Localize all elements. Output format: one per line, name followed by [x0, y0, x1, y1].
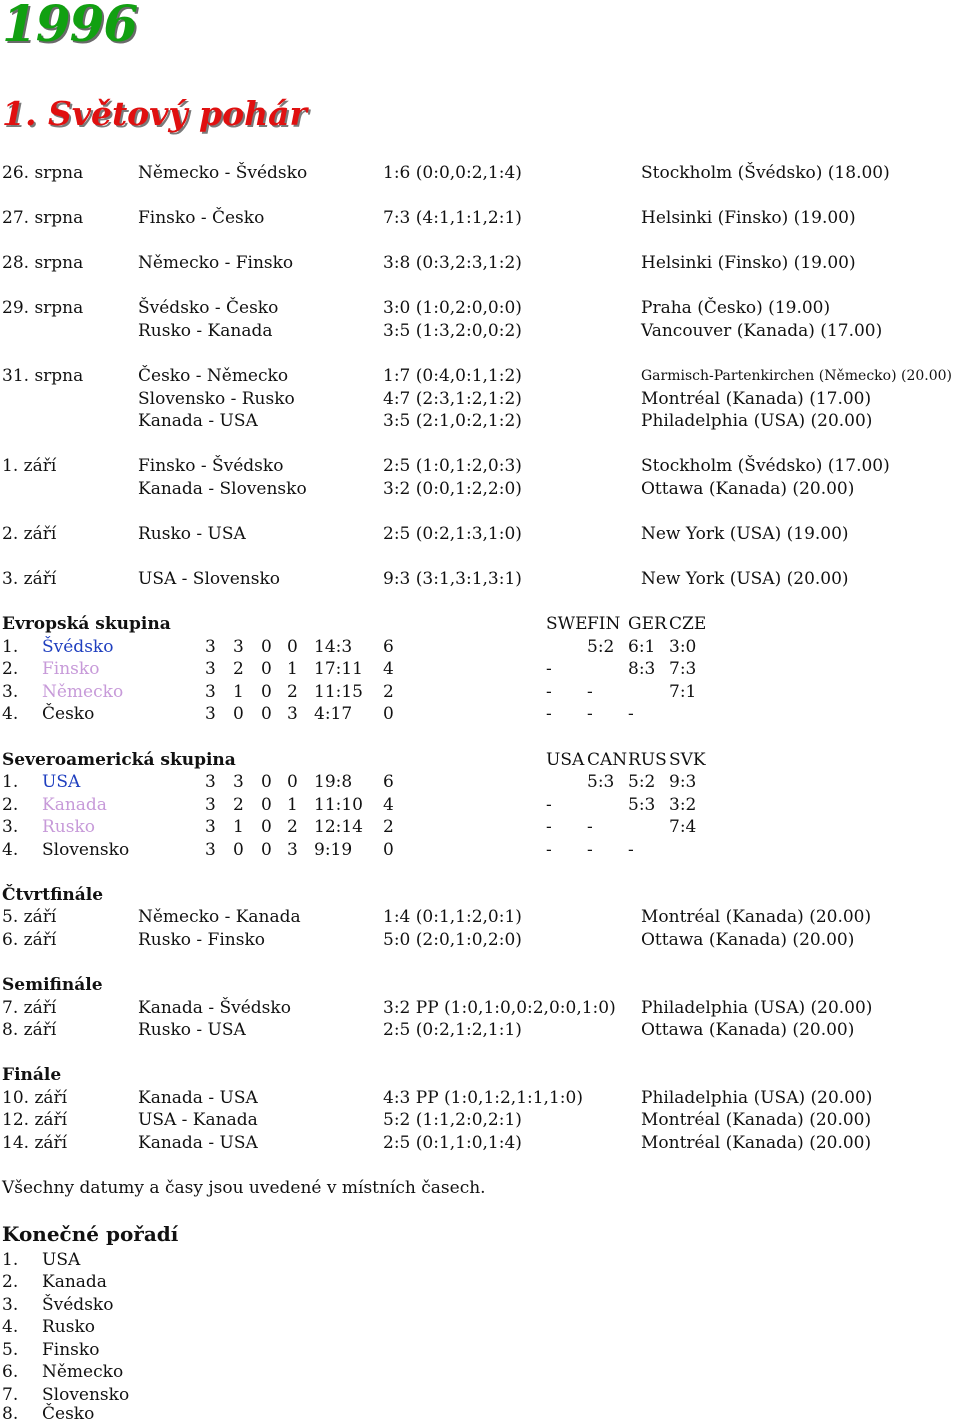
team-name: Švédsko: [42, 1295, 114, 1315]
final-standings-item: [0, 1316, 960, 1338]
team-link[interactable]: Rusko: [42, 817, 96, 837]
schedule-row: [0, 388, 960, 410]
wins: 3: [233, 772, 244, 792]
head-to-head: -: [587, 817, 593, 837]
team-name: USA: [42, 1250, 81, 1270]
schedule-row: [0, 252, 960, 274]
game-venue: Montréal (Kanada) (17.00): [641, 389, 872, 409]
game-venue: Philadelphia (USA) (20.00): [641, 1088, 873, 1108]
game-score: 3:0 (1:0,2:0,0:0): [383, 298, 522, 318]
game-match: USA - Kanada: [138, 1110, 258, 1130]
game-score: 2:5 (0:2,1:2,1:1): [383, 1020, 522, 1040]
schedule-row: [0, 162, 960, 184]
game-score: 2:5 (0:2,1:3,1:0): [383, 524, 522, 544]
game-score: 2:5 (0:1,1:0,1:4): [383, 1133, 522, 1153]
game-score: 3:2 PP (1:0,1:0,0:2,0:0,1:0): [383, 998, 616, 1018]
game-score: 1:7 (0:4,0:1,1:2): [383, 366, 522, 386]
game-venue: Stockholm (Švédsko) (18.00): [641, 163, 890, 183]
game-date: 29. srpna: [2, 298, 84, 318]
column-header: SVK: [669, 750, 706, 770]
local-time-note: Všechny datumy a časy jsou uvedené v místních časech.: [2, 1178, 486, 1198]
schedule-row: [0, 455, 960, 477]
schedule-row: [0, 478, 960, 500]
head-to-head: 5:2: [628, 772, 656, 792]
standings-row: [0, 636, 960, 658]
team-link[interactable]: Kanada: [42, 795, 107, 815]
game-score: 2:5 (1:0,1:2,0:3): [383, 456, 522, 476]
game-venue: Montréal (Kanada) (20.00): [641, 1110, 872, 1130]
wins: 2: [233, 795, 244, 815]
game-score: 1:6 (0:0,0:2,1:4): [383, 163, 522, 183]
schedule-row: [0, 1132, 960, 1154]
game-score: 3:2 (0:0,1:2,2:0): [383, 479, 522, 499]
team-link[interactable]: Švédsko: [42, 637, 114, 657]
game-match: Kanada - USA: [138, 1088, 258, 1108]
head-to-head: -: [587, 704, 593, 724]
game-date: 2. září: [2, 524, 57, 544]
schedule-row: [0, 929, 960, 951]
points: 0: [383, 704, 394, 724]
head-to-head: -: [546, 840, 552, 860]
column-header: SWE: [546, 614, 588, 634]
head-to-head: -: [546, 704, 552, 724]
losses: 1: [287, 795, 298, 815]
game-score: 3:8 (0:3,2:3,1:2): [383, 253, 522, 273]
standings-position: 4.: [2, 704, 19, 724]
game-date: 12. září: [2, 1110, 68, 1130]
game-match: Rusko - USA: [138, 524, 246, 544]
game-match: Kanada - USA: [138, 1133, 258, 1153]
wins: 2: [233, 659, 244, 679]
goals: 11:15: [314, 682, 363, 702]
wins: 1: [233, 682, 244, 702]
head-to-head: -: [587, 840, 593, 860]
game-match: Kanada - USA: [138, 411, 258, 431]
game-venue: Garmisch-Partenkirchen (Německo) (20.00): [641, 368, 952, 384]
goals: 19:8: [314, 772, 353, 792]
final-standings-title: Konečné pořadí: [2, 1222, 179, 1246]
game-match: USA - Slovensko: [138, 569, 280, 589]
game-venue: Montréal (Kanada) (20.00): [641, 1133, 872, 1153]
schedule-row: [0, 297, 960, 319]
game-match: Německo - Finsko: [138, 253, 294, 273]
schedule-row: [0, 906, 960, 928]
standings-position: 4.: [2, 840, 19, 860]
column-header: FIN: [587, 614, 621, 634]
final-standings-item: [0, 1361, 960, 1383]
standings-row: [0, 839, 960, 861]
game-date: 26. srpna: [2, 163, 84, 183]
game-score: 1:4 (0:1,1:2,0:1): [383, 907, 522, 927]
points: 0: [383, 840, 394, 860]
game-score: 5:2 (1:1,2:0,2:1): [383, 1110, 522, 1130]
schedule-row: [0, 997, 960, 1019]
standings-position: 1.: [2, 772, 19, 792]
goals: 11:10: [314, 795, 363, 815]
game-venue: Ottawa (Kanada) (20.00): [641, 479, 855, 499]
north-american-group-title: Severoamerická skupina: [2, 750, 236, 770]
game-match: Kanada - Slovensko: [138, 479, 307, 499]
head-to-head: 6:1: [628, 637, 656, 657]
game-venue: Vancouver (Kanada) (17.00): [641, 321, 883, 341]
game-date: 5. září: [2, 907, 57, 927]
head-to-head: 9:3: [669, 772, 697, 792]
game-match: Švédsko - Česko: [138, 298, 279, 318]
column-header: CAN: [587, 750, 628, 770]
losses: 1: [287, 659, 298, 679]
game-venue: Praha (Česko) (19.00): [641, 298, 831, 318]
games-played: 3: [205, 795, 216, 815]
head-to-head: -: [587, 682, 593, 702]
wins: 1: [233, 817, 244, 837]
standings-position: 3.: [2, 1295, 19, 1315]
game-score: 9:3 (3:1,3:1,3:1): [383, 569, 522, 589]
head-to-head: 7:4: [669, 817, 697, 837]
standings-position: 2.: [2, 659, 19, 679]
head-to-head: 7:1: [669, 682, 697, 702]
games-played: 3: [205, 637, 216, 657]
game-date: 7. září: [2, 998, 57, 1018]
game-venue: Helsinki (Finsko) (19.00): [641, 253, 856, 273]
points: 4: [383, 795, 394, 815]
column-header: CZE: [669, 614, 707, 634]
game-match: Finsko - Česko: [138, 208, 265, 228]
schedule-row: [0, 1019, 960, 1041]
ties: 0: [261, 840, 272, 860]
team-name: Finsko: [42, 1340, 100, 1360]
final-title: Finále: [2, 1065, 62, 1085]
final-standings-item: [0, 1294, 960, 1316]
team-name: Česko: [42, 704, 95, 724]
game-score: 4:3 PP (1:0,1:2,1:1,1:0): [383, 1088, 583, 1108]
schedule-row: [0, 207, 960, 229]
game-score: 3:5 (2:1,0:2,1:2): [383, 411, 522, 431]
game-match: Rusko - USA: [138, 1020, 246, 1040]
game-date: 27. srpna: [2, 208, 84, 228]
european-group-title: Evropská skupina: [2, 614, 171, 634]
head-to-head: -: [628, 840, 634, 860]
wins: 0: [233, 840, 244, 860]
game-venue: Helsinki (Finsko) (19.00): [641, 208, 856, 228]
standings-position: 4.: [2, 1317, 19, 1337]
final-standings-item: [0, 1249, 960, 1271]
game-match: Německo - Švédsko: [138, 163, 308, 183]
game-match: Česko - Německo: [138, 366, 289, 386]
team-name: Slovensko: [42, 1385, 130, 1405]
game-venue: Montréal (Kanada) (20.00): [641, 907, 872, 927]
game-match: Kanada - Švédsko: [138, 998, 291, 1018]
standings-position: 8.: [2, 1404, 19, 1424]
ties: 0: [261, 682, 272, 702]
standings-position: 3.: [2, 817, 19, 837]
schedule-row: [0, 410, 960, 432]
game-venue: Philadelphia (USA) (20.00): [641, 411, 873, 431]
head-to-head: 5:3: [628, 795, 656, 815]
head-to-head: 8:3: [628, 659, 656, 679]
games-played: 3: [205, 817, 216, 837]
head-to-head: 3:0: [669, 637, 697, 657]
game-match: Slovensko - Rusko: [138, 389, 295, 409]
schedule-row: [0, 365, 960, 387]
ties: 0: [261, 817, 272, 837]
team-link[interactable]: Německo: [42, 682, 124, 702]
standings-row: [0, 658, 960, 680]
losses: 0: [287, 637, 298, 657]
game-date: 28. srpna: [2, 253, 84, 273]
goals: 4:17: [314, 704, 353, 724]
schedule-row: [0, 568, 960, 590]
game-match: Rusko - Kanada: [138, 321, 273, 341]
wins: 3: [233, 637, 244, 657]
points: 6: [383, 772, 394, 792]
game-match: Finsko - Švédsko: [138, 456, 284, 476]
semifinals-title: Semifinále: [2, 975, 103, 995]
game-score: 7:3 (4:1,1:1,2:1): [383, 208, 522, 228]
column-header: GER: [628, 614, 667, 634]
page-title-year: 1996: [2, 0, 138, 53]
standings-position: 5.: [2, 1340, 19, 1360]
final-standings-item: [0, 1403, 960, 1425]
head-to-head: 5:3: [587, 772, 615, 792]
team-link[interactable]: USA: [42, 772, 81, 792]
head-to-head: -: [628, 704, 634, 724]
page-title-cup: 1. Světový pohár: [2, 94, 307, 133]
games-played: 3: [205, 704, 216, 724]
games-played: 3: [205, 682, 216, 702]
standings-row: [0, 816, 960, 838]
column-header: RUS: [628, 750, 667, 770]
final-standings-item: [0, 1271, 960, 1293]
team-name: Kanada: [42, 1272, 107, 1292]
quarterfinals-title: Čtvrtfinále: [2, 885, 104, 905]
game-date: 31. srpna: [2, 366, 84, 386]
points: 4: [383, 659, 394, 679]
ties: 0: [261, 637, 272, 657]
standings-row: [0, 703, 960, 725]
head-to-head: -: [546, 659, 552, 679]
goals: 14:3: [314, 637, 353, 657]
schedule-row: [0, 320, 960, 342]
game-score: 5:0 (2:0,1:0,2:0): [383, 930, 522, 950]
game-date: 1. září: [2, 456, 57, 476]
head-to-head: 5:2: [587, 637, 615, 657]
game-venue: New York (USA) (19.00): [641, 524, 849, 544]
standings-position: 7.: [2, 1385, 19, 1405]
game-match: Německo - Kanada: [138, 907, 301, 927]
head-to-head: -: [546, 817, 552, 837]
game-score: 3:5 (1:3,2:0,0:2): [383, 321, 522, 341]
game-match: Rusko - Finsko: [138, 930, 266, 950]
standings-row: [0, 771, 960, 793]
standings-position: 1.: [2, 637, 19, 657]
game-score: 4:7 (2:3,1:2,1:2): [383, 389, 522, 409]
games-played: 3: [205, 659, 216, 679]
game-date: 14. září: [2, 1133, 68, 1153]
standings-row: [0, 681, 960, 703]
game-date: 3. září: [2, 569, 57, 589]
team-name: Německo: [42, 1362, 124, 1382]
game-venue: Philadelphia (USA) (20.00): [641, 998, 873, 1018]
goals: 9:19: [314, 840, 353, 860]
game-date: 10. září: [2, 1088, 68, 1108]
ties: 0: [261, 795, 272, 815]
standings-position: 2.: [2, 1272, 19, 1292]
head-to-head: 3:2: [669, 795, 697, 815]
team-link[interactable]: Finsko: [42, 659, 100, 679]
game-date: 8. září: [2, 1020, 57, 1040]
ties: 0: [261, 704, 272, 724]
game-date: 6. září: [2, 930, 57, 950]
losses: 0: [287, 772, 298, 792]
points: 2: [383, 817, 394, 837]
losses: 2: [287, 682, 298, 702]
wins: 0: [233, 704, 244, 724]
final-standings-item: [0, 1339, 960, 1361]
games-played: 3: [205, 840, 216, 860]
points: 6: [383, 637, 394, 657]
team-name: Česko: [42, 1404, 95, 1424]
standings-position: 6.: [2, 1362, 19, 1382]
schedule-row: [0, 523, 960, 545]
head-to-head: -: [546, 682, 552, 702]
losses: 2: [287, 817, 298, 837]
game-venue: Stockholm (Švédsko) (17.00): [641, 456, 890, 476]
head-to-head: -: [546, 795, 552, 815]
standings-row: [0, 794, 960, 816]
losses: 3: [287, 704, 298, 724]
points: 2: [383, 682, 394, 702]
team-name: Slovensko: [42, 840, 130, 860]
ties: 0: [261, 772, 272, 792]
european-group-header: [0, 613, 960, 635]
team-name: Rusko: [42, 1317, 96, 1337]
game-venue: Ottawa (Kanada) (20.00): [641, 930, 855, 950]
games-played: 3: [205, 772, 216, 792]
north-american-group-header: [0, 749, 960, 771]
game-venue: Ottawa (Kanada) (20.00): [641, 1020, 855, 1040]
goals: 12:14: [314, 817, 363, 837]
schedule-row: [0, 1109, 960, 1131]
standings-position: 2.: [2, 795, 19, 815]
ties: 0: [261, 659, 272, 679]
losses: 3: [287, 840, 298, 860]
goals: 17:11: [314, 659, 363, 679]
schedule-row: [0, 1087, 960, 1109]
column-header: USA: [546, 750, 585, 770]
head-to-head: 7:3: [669, 659, 697, 679]
standings-position: 3.: [2, 682, 19, 702]
standings-position: 1.: [2, 1250, 19, 1270]
game-venue: New York (USA) (20.00): [641, 569, 849, 589]
